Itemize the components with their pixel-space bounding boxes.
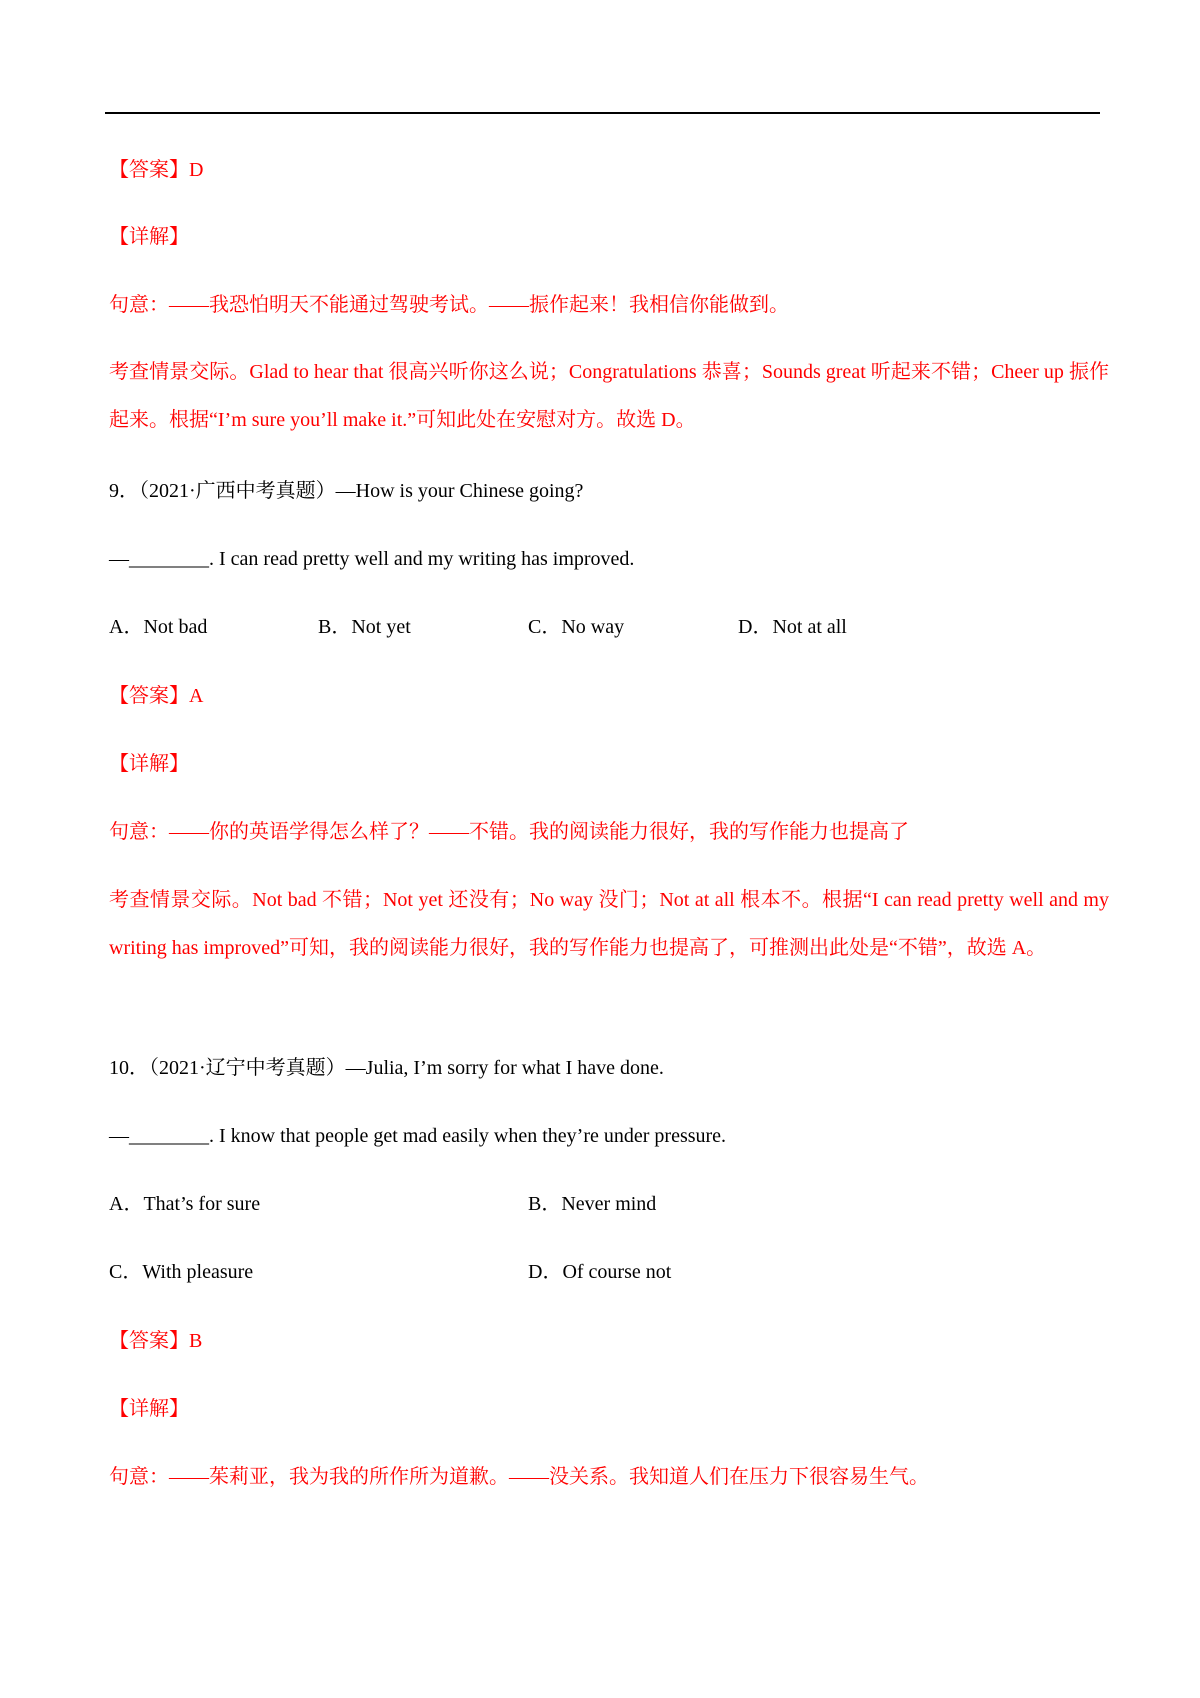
- meaning-q8: 句意：——我恐怕明天不能通过驾驶考试。——振作起来！我相信你能做到。: [109, 294, 789, 316]
- option-c-q10: C．With pleasure: [109, 1261, 254, 1283]
- header-rule: [105, 112, 1100, 114]
- answer-q8: 【答案】D: [109, 159, 204, 181]
- detail-label-q8: 【详解】: [109, 226, 189, 248]
- explanation-q8: 考查情景交际。Glad to hear that 很高兴听你这么说；Congratulations 恭喜；Sounds great 听起来不错；Cheer up 振作起来。根据“I’m sure you’ll make it.”可知此处在安慰对方。故选 D。: [109, 361, 1109, 431]
- detail-label-q9: 【详解】: [109, 753, 189, 775]
- option-c-q9: C．No way: [528, 616, 625, 638]
- question-reply-q9: —________. I can read pretty well and my writing has improved.: [109, 548, 635, 570]
- option-d-q9: D．Not at all: [738, 616, 847, 638]
- question-stem-q10: 10．（2021·辽宁中考真题）—Julia, I’m sorry for what I have done.: [109, 1057, 664, 1079]
- option-a-q9: A．Not bad: [109, 616, 208, 638]
- answer-q10: 【答案】B: [109, 1330, 203, 1352]
- option-b-q10: B．Never mind: [528, 1193, 657, 1215]
- explanation-q9: 考查情景交际。Not bad 不错；Not yet 还没有；No way 没门；Not at all 根本不。根据“I can read pretty well and my writing has improved”可知，我的阅读能力很好，我的写作能力也提高了，可推测出此处是“不错”，故选 A。: [109, 889, 1109, 959]
- meaning-q10: 句意：——茱莉亚，我为我的所作所为道歉。——没关系。我知道人们在压力下很容易生气。: [109, 1466, 929, 1488]
- option-b-q9: B．Not yet: [318, 616, 411, 638]
- meaning-q9: 句意：——你的英语学得怎么样了？——不错。我的阅读能力很好，我的写作能力也提高了: [109, 821, 909, 843]
- detail-label-q10: 【详解】: [109, 1398, 189, 1420]
- option-a-q10: A．That’s for sure: [109, 1193, 261, 1215]
- answer-q9: 【答案】A: [109, 685, 204, 707]
- question-reply-q10: —________. I know that people get mad easily when they’re under pressure.: [109, 1125, 727, 1147]
- option-d-q10: D．Of course not: [528, 1261, 672, 1283]
- question-stem-q9: 9．（2021·广西中考真题）—How is your Chinese going?: [109, 480, 584, 502]
